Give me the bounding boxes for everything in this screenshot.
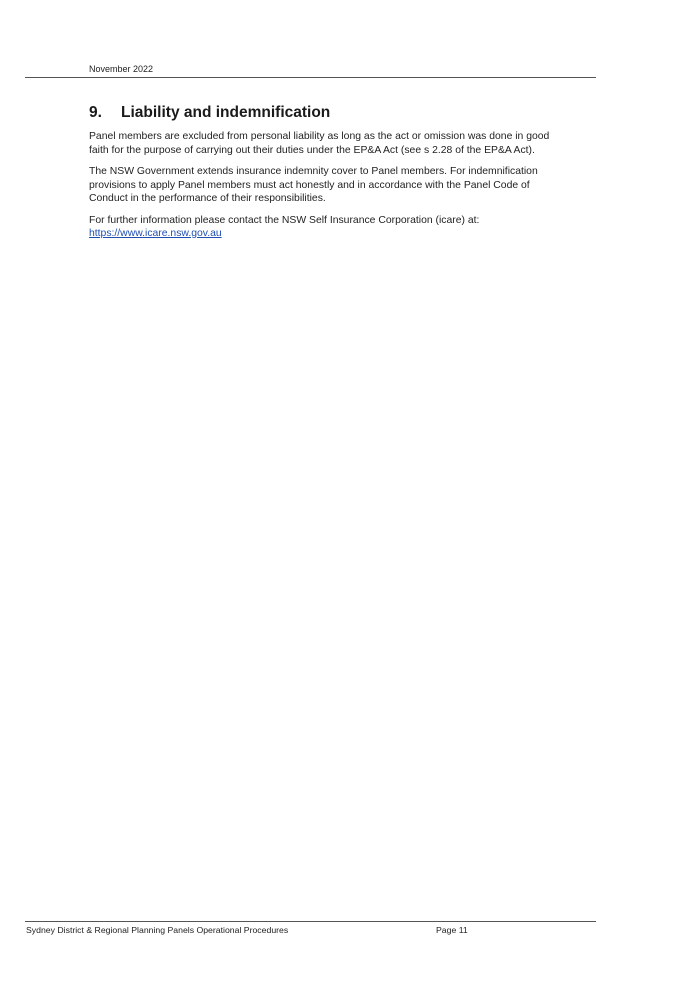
paragraph-liability xyxy=(89,130,599,157)
footer-divider xyxy=(25,921,596,922)
paragraph-contact xyxy=(89,214,599,241)
section-heading xyxy=(89,104,599,122)
footer-document-title: Sydney District & Regional Planning Panels Operational Procedures xyxy=(26,925,289,935)
header-divider xyxy=(25,77,596,78)
paragraph-line: faith for the purpose of carrying out their duties under the EP&A Act (see s 2.28 of the EP&A Act). xyxy=(89,144,535,156)
paragraph-line: provisions to apply Panel members must act honestly and in accordance with the Panel Code of xyxy=(89,179,530,191)
paragraph-indemnity xyxy=(89,165,599,206)
liability-section xyxy=(89,104,599,249)
section-title: Liability and indemnification xyxy=(121,104,331,121)
paragraph-line: For further information please contact the NSW Self Insurance Corporation (icare) at: xyxy=(89,214,480,226)
paragraph-line: Conduct in the performance of their responsibilities. xyxy=(89,193,326,204)
footer-page-number: Page 11 xyxy=(436,925,468,935)
header-date: November 2022 xyxy=(89,64,154,74)
section-number: 9. xyxy=(89,104,102,121)
icare-link[interactable]: https://www.icare.nsw.gov.au xyxy=(89,228,222,239)
paragraph-line: The NSW Government extends insurance indemnity cover to Panel members. For indemnification xyxy=(89,166,538,177)
paragraph-line: Panel members are excluded from personal liability as long as the act or omission was done in good xyxy=(89,131,550,142)
